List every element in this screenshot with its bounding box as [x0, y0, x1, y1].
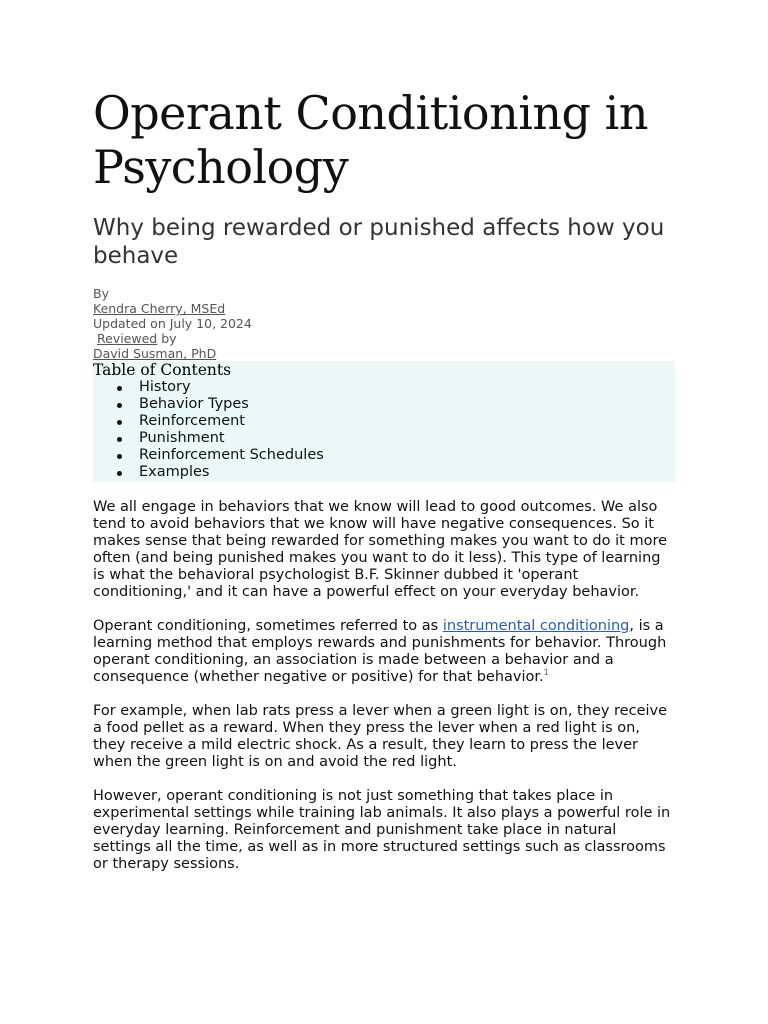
article — [93, 86, 675, 890]
author-link[interactable]: Kendra Cherry, MSEd — [93, 301, 226, 316]
paragraph-2 — [93, 618, 675, 686]
paragraph-1: We all engage in behaviors that we know will lead to good outcomes. We also tend to avoid behaviors that we know will have negative consequences. So it makes sense that being rewarded for something makes you want to do it more often (and being punished makes you want to do it less). This type of learning is what the behavioral psychologist B.F. Skinner dubbed it 'operant conditioning,' and it can have a powerful effect on your everyday behavior. — [93, 499, 668, 600]
updated-date: Updated on July 10, 2024 — [93, 316, 252, 331]
toc-item-history[interactable]: History — [139, 379, 675, 396]
toc-title: Table of Contents — [93, 361, 232, 379]
article-body — [93, 499, 675, 873]
toc-item-examples[interactable]: Examples — [139, 464, 675, 481]
toc-list — [93, 379, 675, 481]
instrumental-conditioning-link[interactable]: instrumental conditioning — [442, 618, 630, 634]
toc-item-reinforcement-schedules[interactable]: Reinforcement Schedules — [139, 447, 675, 464]
toc-item-punishment[interactable]: Punishment — [139, 430, 675, 447]
reviewed-by-label: by — [161, 331, 177, 346]
footnote-ref-1[interactable]: 1 — [543, 668, 549, 678]
toc-item-reinforcement[interactable]: Reinforcement — [139, 413, 675, 430]
reviewer-link[interactable]: David Susman, PhD — [93, 346, 217, 361]
table-of-contents — [93, 361, 675, 482]
article-subtitle: Why being rewarded or punished affects how you behave — [93, 215, 665, 269]
paragraph-3: For example, when lab rats press a lever when a green light is on, they receive a food pellet as a reward. When they press the lever when a red light is on, they receive a mild electric shock. As a result, they learn to press the lever when the green light is on and avoid the red light. — [93, 703, 668, 770]
paragraph-4: However, operant conditioning is not just something that takes place in experimental settings while training lab animals. It also plays a powerful role in everyday learning. Reinforcement and punishment take place in natural settings all the time, as well as in more structured settings such as classrooms or therapy sessions. — [93, 788, 671, 872]
paragraph-2-text-end: , is a learning method that employs rewards and punishments for behavior. Through operant conditioning, an association is made between a behavior and a consequence (whether negative or positive) for that behavior. — [93, 618, 667, 685]
paragraph-2-text-start: Operant conditioning, sometimes referred to as — [93, 618, 443, 634]
reviewed-link[interactable]: Reviewed — [96, 331, 158, 346]
toc-item-behavior-types[interactable]: Behavior Types — [139, 396, 675, 413]
byline-by-label: By — [93, 286, 109, 301]
byline — [93, 286, 675, 361]
article-title: Operant Conditioning in Psychology — [93, 86, 648, 194]
